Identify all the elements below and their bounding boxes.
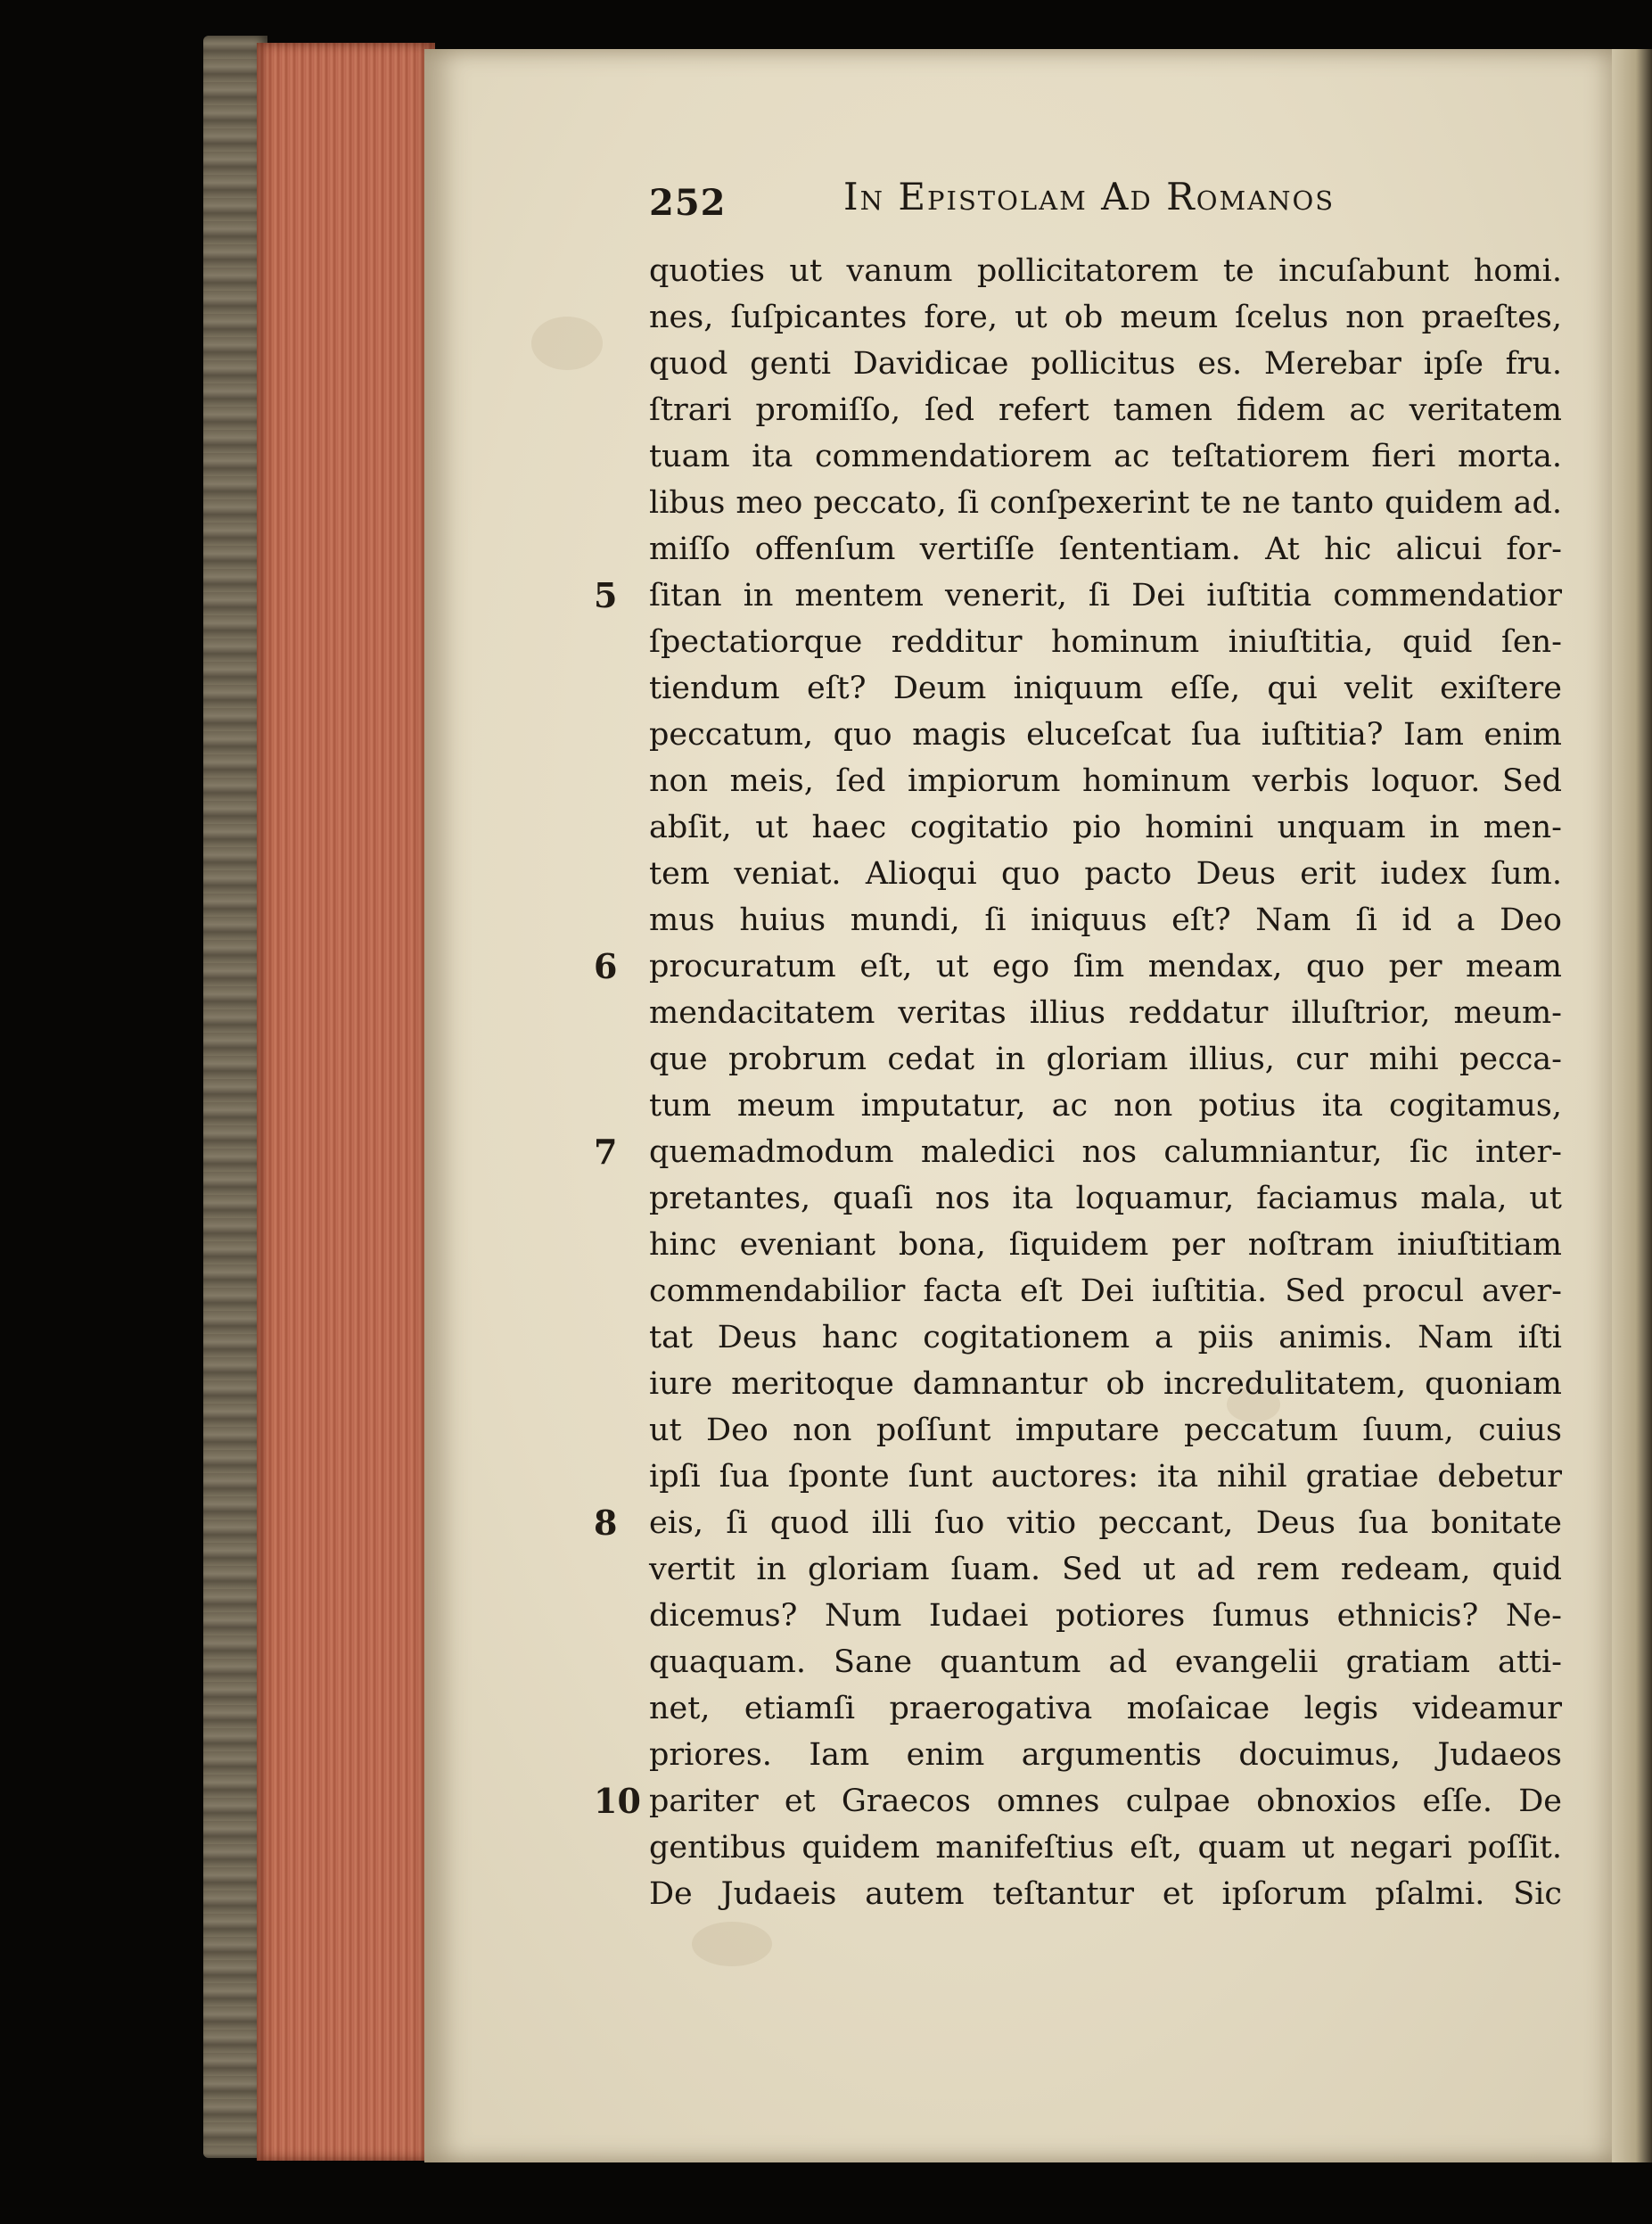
text-line: non meis, ſed impiorum hominum verbis loquor. Sed [649, 763, 1562, 799]
text-line: pariter et Graecos omnes culpae obnoxios eſſe. De 10 [649, 1778, 1562, 1825]
page-number: 252 [649, 182, 727, 224]
text-line: De Judaeis autem teſtantur et ipſorum pſalmi. Sic [649, 1876, 1562, 1912]
page-right-edge [1612, 49, 1652, 2162]
text-line: quaquam. Sane quantum ad evangelii gratiam atti- [649, 1644, 1562, 1680]
text-line: ut Deo non poſſunt imputare peccatum ſuum, cuius [649, 1413, 1562, 1448]
verse-number: 6 [594, 946, 618, 986]
verse-number: 5 [594, 575, 618, 615]
text-line: nes, ſuſpicantes fore, ut ob meum ſcelus non praeſtes, [649, 300, 1562, 335]
foxing-spot [692, 1922, 772, 1966]
running-title: In Epistolam Ad Romanos [843, 175, 1336, 218]
text-line: ipſi ſua ſponte ſunt auctores: ita nihil gratiae debetur [649, 1459, 1562, 1495]
text-line: tat Deus hanc cogitationem a piis animis. Nam iſti [649, 1320, 1562, 1355]
text-line: tem veniat. Alioqui quo pacto Deus erit iudex ſum. [649, 856, 1562, 892]
text-line: abſit, ut haec cogitatio pio homini unquam in men- [649, 810, 1562, 845]
text-line: ſpectatiorque redditur hominum iniuſtitia, quid ſen- [649, 624, 1562, 660]
text-line: net, etiamſi praerogativa moſaicae legis videamur [649, 1691, 1562, 1726]
text-line: mus huius mundi, ſi iniquus eſt? Nam ſi id a Deo [649, 902, 1562, 938]
text-line: iure meritoque damnantur ob incredulitatem, quoniam [649, 1366, 1562, 1402]
text-line: tum meum imputatur, ac non potius ita cogitamus, [649, 1088, 1562, 1124]
verse-number: 7 [594, 1132, 618, 1172]
page-header [649, 171, 1567, 225]
text-line: vertit in gloriam ſuam. Sed ut ad rem redeam, quid [649, 1552, 1562, 1587]
verse-number: 10 [594, 1781, 641, 1821]
text-line: commendabilior facta eſt Dei iuſtitia. Sed procul aver- [649, 1273, 1562, 1309]
text-line: pretantes, quaſi nos ita loquamur, faciamus mala, ut [649, 1181, 1562, 1216]
text-line: dicemus? Num Iudaei potiores ſumus ethnicis? Ne- [649, 1598, 1562, 1634]
text-line: eis, ſi quod illi ſuo vitio peccant, Deus ſua bonitate 8 [649, 1500, 1562, 1546]
text-line: procuratum eſt, ut ego ſim mendax, quo per meam 6 [649, 943, 1562, 990]
text-line: tiendum eſt? Deum iniquum eſſe, qui velit exiſtere [649, 671, 1562, 706]
text-line: ſtrari promiſſo, ſed refert tamen fidem ac veritatem [649, 392, 1562, 428]
text-line: gentibus quidem manifeſtius eſt, quam ut negari poſſit. [649, 1830, 1562, 1866]
text-line: mendacitatem veritas illius reddatur illuſtrior, meum- [649, 995, 1562, 1031]
text-line: tuam ita commendatiorem ac teſtatiorem fieri morta. [649, 439, 1562, 474]
body-text [594, 248, 1562, 1917]
text-line: peccatum, quo magis eluceſcat ſua iuſtitia? Iam enim [649, 717, 1562, 753]
text-line: hinc eveniant bona, ſiquidem per noſtram iniuſtitiam [649, 1227, 1562, 1263]
text-line: quod genti Davidicae pollicitus es. Merebar ipſe fru. [649, 346, 1562, 382]
text-line: priores. Iam enim argumentis docuimus, Judaeos [649, 1737, 1562, 1773]
foxing-spot [531, 317, 603, 370]
text-line: quemadmodum maledici nos calumniantur, ſic inter- 7 [649, 1129, 1562, 1175]
verse-number: 8 [594, 1503, 618, 1543]
text-line: que probrum cedat in gloriam illius, cur mihi pecca- [649, 1042, 1562, 1077]
page-block-edge [257, 43, 435, 2161]
text-line: quoties ut vanum pollicitatorem te incuſabunt homi. [649, 253, 1562, 289]
text-line: libus meo peccato, ſi conſpexerint te ne tanto quidem ad. [649, 485, 1562, 521]
text-line: ſitan in mentem venerit, ſi Dei iuſtitia commendatior 5 [649, 572, 1562, 619]
text-line: miſſo offenſum vertiſſe ſententiam. At hic alicui for- [649, 531, 1562, 567]
